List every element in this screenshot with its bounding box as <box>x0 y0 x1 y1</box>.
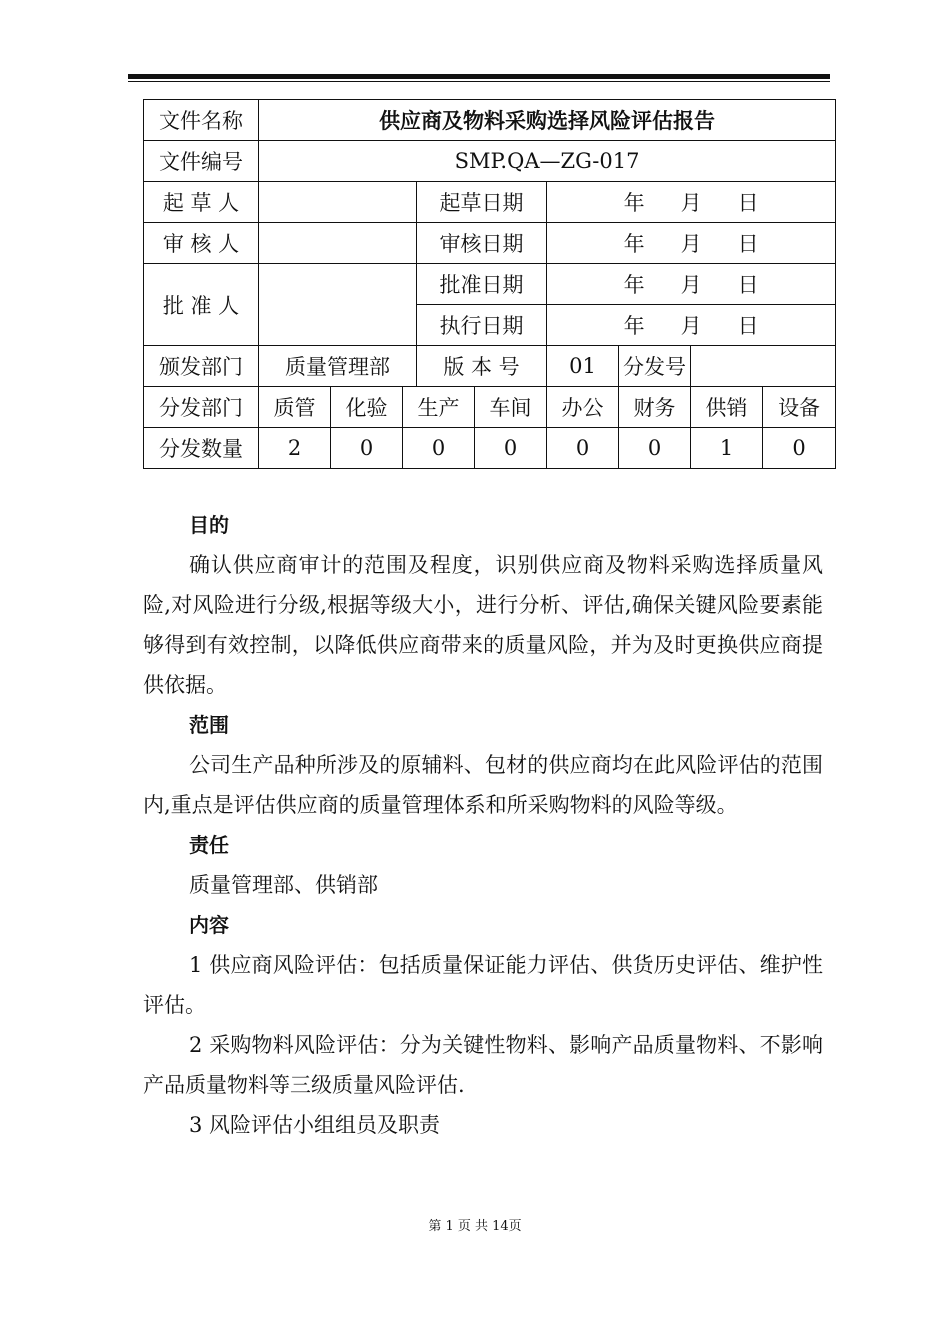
exec-date-label: 执行日期 <box>417 305 547 346</box>
row-reviewer <box>144 223 836 264</box>
issue-dept-value: 质量管理部 <box>259 346 417 387</box>
content-item-2: 2 采购物料风险评估：分为关键性物料、影响产品质量物料、不影响产品质量物料等三级质量风险评估. <box>143 1033 823 1097</box>
review-date-label: 审核日期 <box>417 223 547 264</box>
qty-cell: 0 <box>403 428 475 469</box>
draft-date-value <box>547 182 836 223</box>
document-control-table <box>143 99 836 469</box>
row-approver <box>144 264 836 305</box>
doc-no-label: 文件编号 <box>144 141 259 182</box>
dept-cell: 质管 <box>259 387 331 428</box>
page-footer: 第 1 页 共 14页 <box>428 1219 522 1234</box>
content-item-3: 3 风险评估小组组员及职责 <box>189 1113 441 1137</box>
responsibility-heading: 责任 <box>189 833 229 857</box>
dept-cell: 设备 <box>763 387 836 428</box>
issue-dept-label: 颁发部门 <box>144 346 259 387</box>
approver-label: 批 准 人 <box>144 264 259 346</box>
dept-cell: 供销 <box>691 387 763 428</box>
review-date-value: 年 月 日 <box>547 223 836 264</box>
doc-name-label: 文件名称 <box>144 100 259 141</box>
version-label: 版 本 号 <box>417 346 547 387</box>
dist-qty-label: 分发数量 <box>144 428 259 469</box>
responsibility-text: 质量管理部、供销部 <box>189 873 378 897</box>
row-issue-dept <box>144 346 836 387</box>
header-rule-thick <box>128 74 830 79</box>
row-doc-name <box>144 100 836 141</box>
qty-cell: 0 <box>331 428 403 469</box>
purpose-heading: 目的 <box>189 513 229 537</box>
qty-cell: 0 <box>763 428 836 469</box>
row-drafter <box>144 182 836 223</box>
approve-date-value: 年 月 日 <box>547 264 836 305</box>
doc-no-value: SMP.QA—ZG-017 <box>259 141 836 182</box>
dept-cell: 财务 <box>619 387 691 428</box>
qty-cell: 0 <box>619 428 691 469</box>
dist-no-label: 分发号 <box>619 346 691 387</box>
row-doc-no <box>144 141 836 182</box>
dist-no-value <box>691 346 836 387</box>
dist-dept-label: 分发部门 <box>144 387 259 428</box>
dept-cell: 车间 <box>475 387 547 428</box>
dept-cell: 化验 <box>331 387 403 428</box>
qty-cell: 0 <box>475 428 547 469</box>
version-value: 01 <box>547 346 619 387</box>
qty-cell: 2 <box>259 428 331 469</box>
qty-cell: 0 <box>547 428 619 469</box>
content-item-1: 1 供应商风险评估：包括质量保证能力评估、供货历史评估、维护性评估。 <box>143 953 823 1017</box>
content-heading: 内容 <box>189 913 229 937</box>
exec-date-value: 年 月 日 <box>547 305 836 346</box>
reviewer-value <box>259 223 417 264</box>
reviewer-label: 审 核 人 <box>144 223 259 264</box>
row-dist-dept <box>144 387 836 428</box>
header-rule-thin <box>128 81 830 82</box>
date-day: 日 <box>737 191 759 215</box>
dept-cell: 办公 <box>547 387 619 428</box>
document-body <box>143 505 823 1145</box>
drafter-value <box>259 182 417 223</box>
qty-cell: 1 <box>691 428 763 469</box>
draft-date-label: 起草日期 <box>417 182 547 223</box>
dept-cell: 生产 <box>403 387 475 428</box>
approve-date-label: 批准日期 <box>417 264 547 305</box>
scope-heading: 范围 <box>189 713 229 737</box>
row-dist-qty <box>144 428 836 469</box>
doc-name-value: 供应商及物料采购选择风险评估报告 <box>259 100 836 141</box>
date-month: 月 <box>680 191 702 215</box>
date-year: 年 <box>623 191 645 215</box>
purpose-text: 确认供应商审计的范围及程度，识别供应商及物料采购选择质量风险,对风险进行分级,根据等级大小，进行分析、评估,确保关键风险要素能够得到有效控制，以降低供应商带来的质量风险，并为及时更换供应商提供依据。 <box>143 553 823 697</box>
approver-value <box>259 264 417 346</box>
drafter-label: 起 草 人 <box>144 182 259 223</box>
scope-text: 公司生产品种所涉及的原辅料、包材的供应商均在此风险评估的范围内,重点是评估供应商的质量管理体系和所采购物料的风险等级。 <box>143 753 823 817</box>
